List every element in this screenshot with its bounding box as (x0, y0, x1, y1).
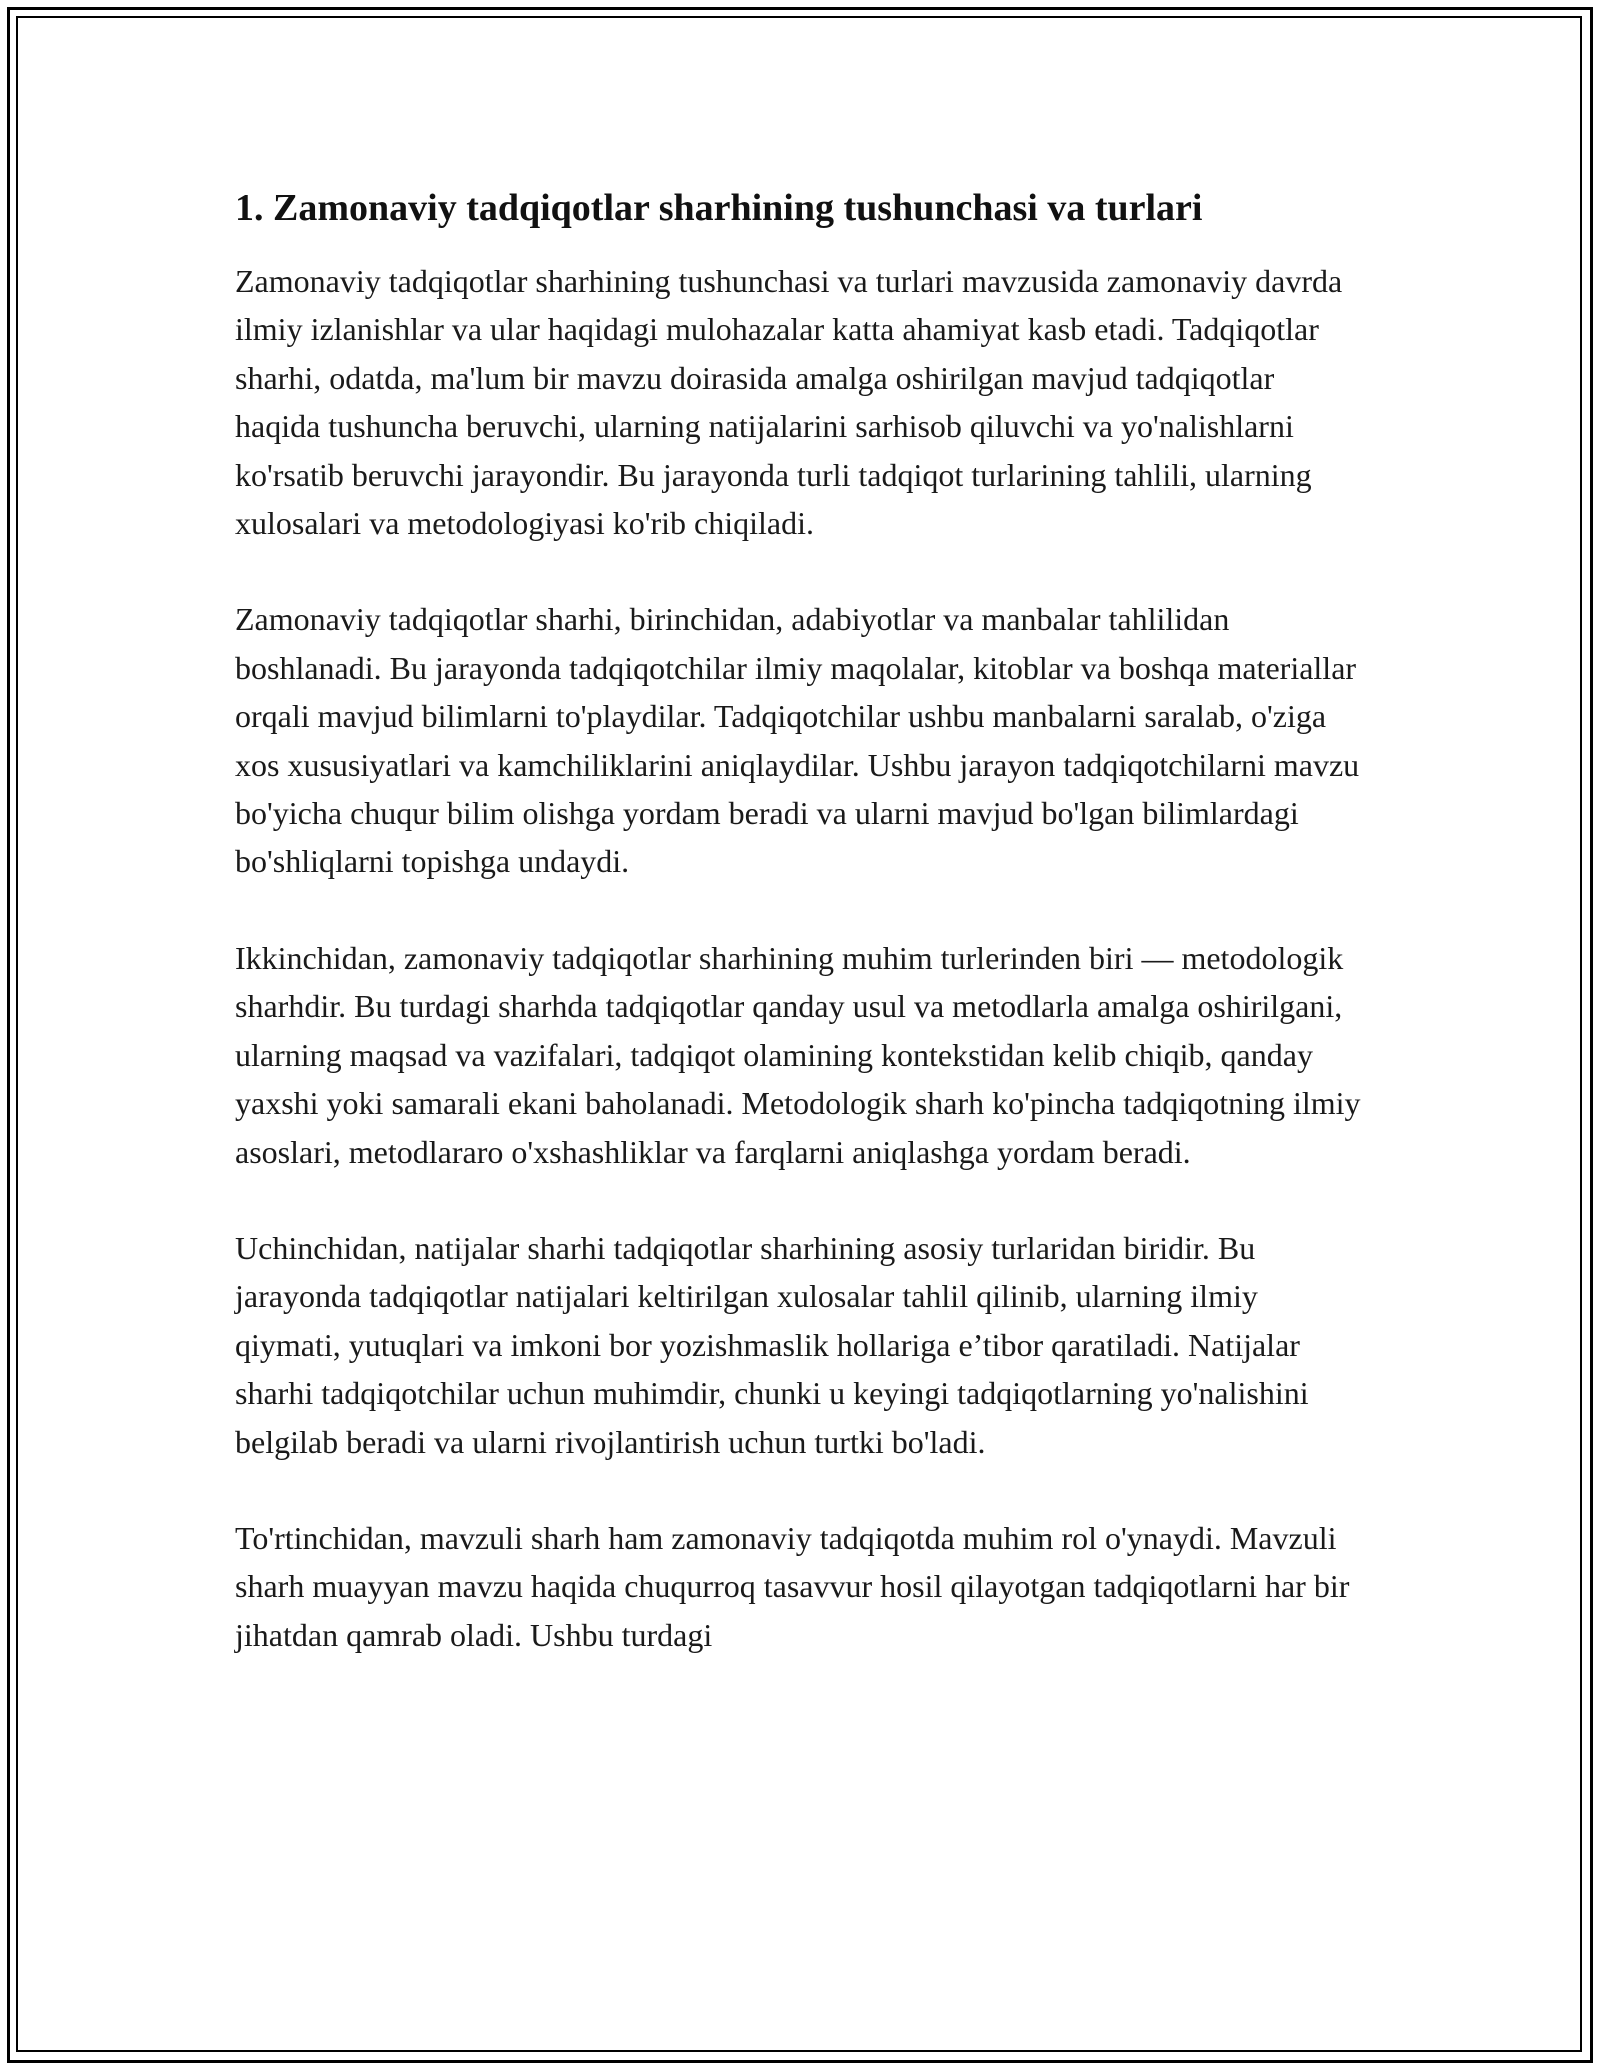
paragraph-5: To'rtinchidan, mavzuli sharh ham zamonaviy tadqiqotda muhim rol o'ynaydi. Mavzuli sharh muayyan mavzu haqida chuqurroq tasavvur hosil qilayotgan tadqiqotlarni har bir jihatdan qamrab oladi. Ushbu turdagi (235, 1519, 1350, 1653)
paragraph-3: Ikkinchidan, zamonaviy tadqiqotlar sharhining muhim turlerinden biri — metodologik sharhdir. Bu turdagi sharhda tadqiqotlar qanday usul va metodlarla amalga oshirilgani, ularning maqsad va vazifalari, tadqiqot olamining kontekstidan kelib chiqib, qanday yaxshi yoki samarali ekani baholanadi. Metodologik sharh ko'pincha tadqiqotning ilmiy asoslari, metodlararo o'xshashliklar va farqlarni aniqlashga yordam beradi. (235, 939, 1361, 1170)
section-heading: 1. Zamonaviy tadqiqotlar sharhining tushunchasi va turlari (235, 187, 1203, 229)
document-body (235, 185, 1365, 1707)
paragraph-4: Uchinchidan, natijalar sharhi tadqiqotlar sharhining asosiy turlaridan biridir. Bu jarayonda tadqiqotlar natijalari keltirilgan xulosalar tahlil qilinib, ularning ilmiy qiymati, yutuqlari va imkoni bor yozishmaslik hollariga e’tibor qaratiladi. Natijalar sharhi tadqiqotchilar uchun muhimdir, chunki u keyingi tadqiqotlarning yo'nalishini belgilab beradi va ularni rivojlantirish uchun turtki bo'ladi. (235, 1229, 1309, 1460)
paragraph-2: Zamonaviy tadqiqotlar sharhi, birinchidan, adabiyotlar va manbalar tahlilidan boshlanadi. Bu jarayonda tadqiqotchilar ilmiy maqolalar, kitoblar va boshqa materiallar orqali mavjud bilimlarni to'playdilar. Tadqiqotchilar ushbu manbalarni saralab, o'ziga xos xususiyatlari va kamchiliklarini aniqlaydilar. Ushbu jarayon tadqiqotchilarni mavzu bo'yicha chuqur bilim olishga yordam beradi va ularni mavjud bo'lgan bilimlardagi bo'shliqlarni topishga undaydi. (235, 601, 1360, 880)
paragraph-1: Zamonaviy tadqiqotlar sharhining tushunchasi va turlari mavzusida zamonaviy davrda ilmiy izlanishlar va ular haqidagi mulohazalar katta ahamiyat kasb etadi. Tadqiqotlar sharhi, odatda, ma'lum bir mavzu doirasida amalga oshirilgan mavjud tadqiqotlar haqida tushuncha beruvchi, ularning natijalarini sarhisob qiluvchi va yo'nalishlarni ko'rsatib beruvchi jarayondir. Bu jarayonda turli tadqiqot turlarining tahlili, ularning xulosalari va metodologiyasi ko'rib chiqiladi. (235, 263, 1343, 542)
